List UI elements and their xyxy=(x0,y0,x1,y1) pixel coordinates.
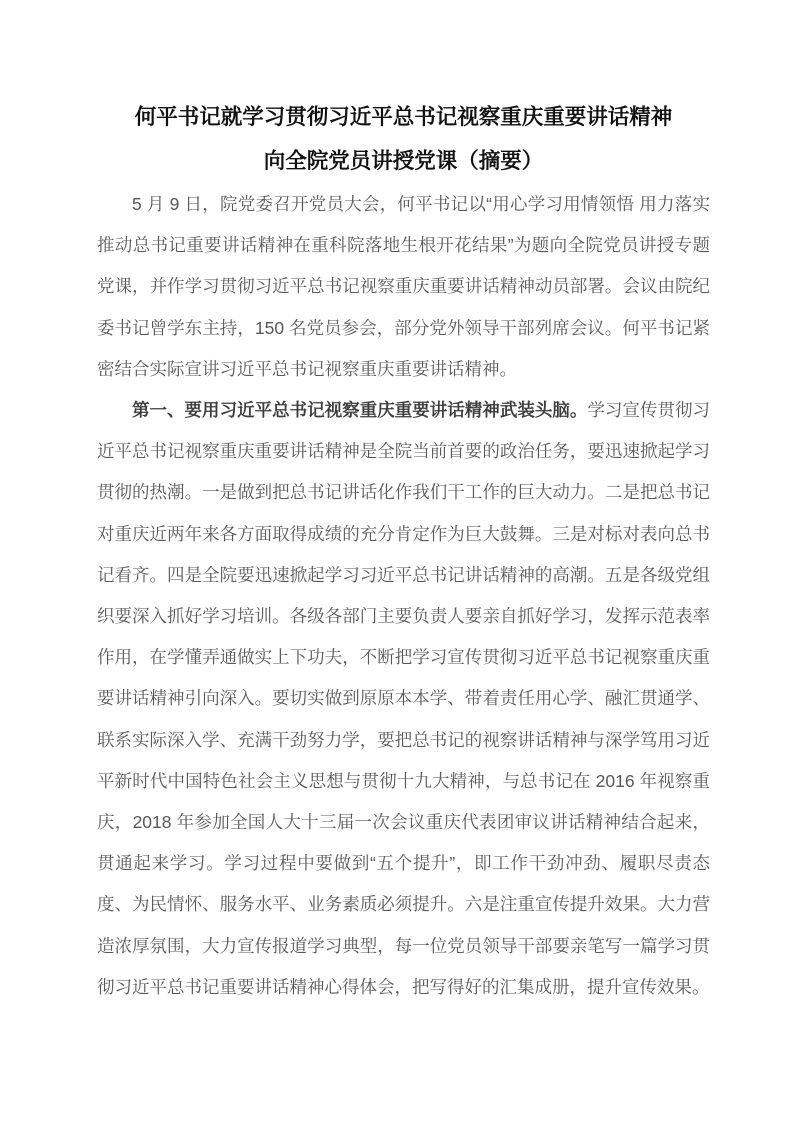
document-body xyxy=(97,184,710,1008)
title-line-2: 向全院党员讲授党课（摘要） xyxy=(263,149,544,173)
intro-paragraph xyxy=(97,184,710,390)
first-point-paragraph xyxy=(97,390,710,1008)
document-content xyxy=(97,95,710,1008)
document-title xyxy=(97,95,710,183)
text-run: 学习宣传贯彻习近平总书记视察重庆重要讲话精神是全院当前首要的政治任务，要迅速掀起学习贯彻的热潮。一是做到把总书记讲话化作我们干工作的巨大动力。二是把总书记对重庆近两年来各方面取得成绩的充分肯定作为巨大鼓舞。三是对标对表向总书记看齐。四是全院要迅速掀起学习习近平总书记讲话精神的高潮。五是各级党组织要深入抓好学习培训。各级各部门主要负责人要亲自抓好学习，发挥示范表率作用，在学懂弄通做实上下功夫，不断把学习宣传贯彻习近平总书记视察重庆重要讲话精神引向深入。要切实做到原原本本学、带着责任用心学、融汇贯通学、联系实际深入学、充满干劲努力学，要把总书记的视察讲话精神与深学笃用习近平新时代中国特色社会主义思想与贯彻十九大精神，与总书记在 2016 年视察重庆，2018 年参加全国人大十三届一次会议重庆代表团审议讲话精神结合起来，贯通起来学习。学习过程中要做到“五个提升”，即工作干劲冲劲、履职尽责态度、为民情怀、服务水平、业务素质必须提升。六是注重宣传提升效果。大力营造浓厚氛围，大力宣传报道学习典型，每一位党员领导干部要亲笔写一篇学习贯彻习近平总书记重要讲话精神心得体会，把写得好的汇集成册，提升宣传效果。 xyxy=(97,400,710,997)
title-line-1: 何平书记就学习贯彻习近平总书记视察重庆重要讲话精神 xyxy=(134,105,673,129)
text-run: 5 月 9 日，院党委召开党员大会，何平书记以“用心学习用情领悟 用力落实 推动总书记重要讲话精神在重科院落地生根开花结果”为题向全院党员讲授专题党课，并作学习贯彻习近平总书记视察重庆重要讲话精神动员部署。会议由院纪委书记曾学东主持，150 名党员参会，部分党外领导干部列席会议。何平书记紧密结合实际宣讲习近平总书记视察重庆重要讲话精神。 xyxy=(97,194,710,379)
bold-heading-run: 第一、要用习近平总书记视察重庆重要讲话精神武装头脑。 xyxy=(132,400,588,421)
